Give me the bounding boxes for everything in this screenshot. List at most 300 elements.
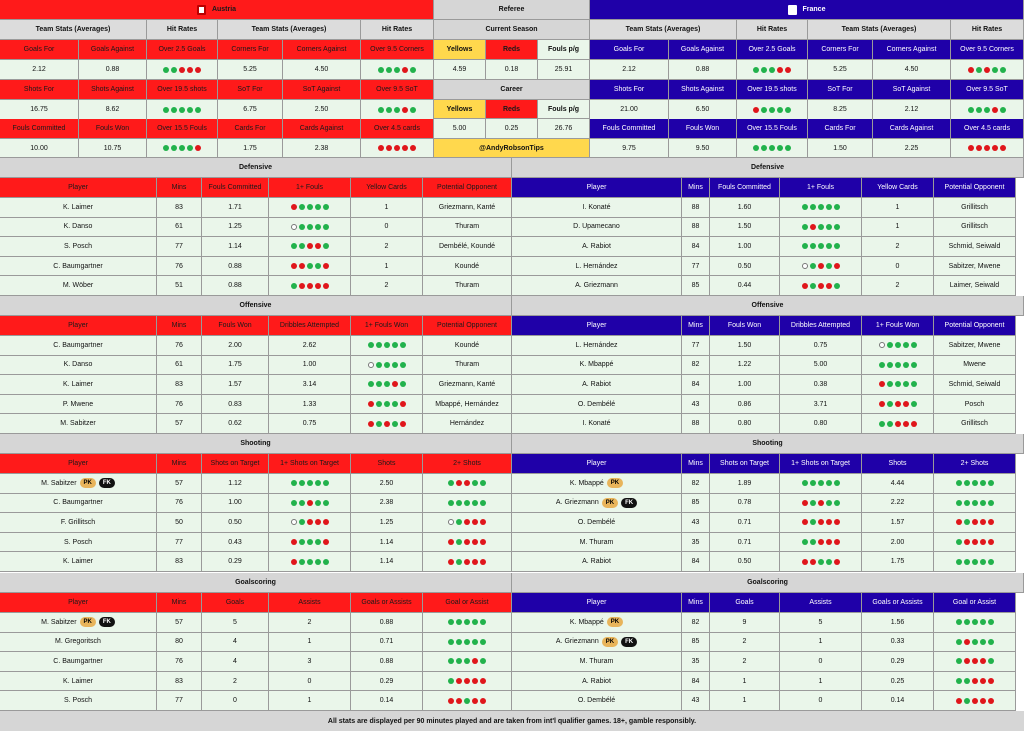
hit-dot [472, 639, 478, 645]
miss-dot [187, 67, 193, 73]
hit-rate-dots [448, 658, 486, 664]
hit-dot [392, 421, 398, 427]
hit-dot [448, 678, 454, 684]
hit-rate-dots [956, 519, 994, 525]
miss-dot [464, 559, 470, 565]
miss-dot [818, 519, 824, 525]
player-label: A. Griezmann [575, 282, 618, 290]
aut_team-r1-label: Corners Against [283, 40, 361, 60]
hit-dot [956, 539, 962, 545]
stat-cell: Grillitsch [934, 198, 1016, 218]
stat-cell: 1 [862, 198, 934, 218]
miss-dot [307, 519, 313, 525]
hit-dot [472, 500, 478, 506]
col-header: Dribbles Attempted [780, 316, 862, 336]
hit-dot [378, 107, 384, 113]
hit-dot [307, 224, 313, 230]
miss-dot [472, 519, 478, 525]
hit-dot [464, 658, 470, 664]
miss-dot [472, 559, 478, 565]
fra_team-r2-label: Shots Against [669, 80, 737, 100]
col-header: Mins [682, 593, 710, 613]
stat-cell: 61 [157, 356, 202, 376]
player-name [512, 276, 682, 296]
col-header: Player [0, 593, 157, 613]
stat-cell: 1 [780, 672, 862, 692]
fra_team-r2-label: Over 9.5 SoT [951, 80, 1024, 100]
hit-dot [972, 639, 978, 645]
hit-dot [992, 67, 998, 73]
hit-dot [368, 381, 374, 387]
hit-dot [826, 263, 832, 269]
aut_team-r1-label: Over 9.5 Corners [361, 40, 434, 60]
stat-cell: 2 [710, 652, 780, 672]
penalty-badge: PK [607, 478, 623, 488]
stat-cell: 0.38 [780, 375, 862, 395]
stat-cell: 2 [710, 633, 780, 653]
player-label: K. Mbappé [579, 361, 614, 369]
stat-cell [351, 336, 423, 356]
stat-cell: 76 [157, 395, 202, 415]
hit-dot [810, 480, 816, 486]
stat-cell: 1 [862, 218, 934, 238]
miss-dot [368, 421, 374, 427]
hit-dot [291, 480, 297, 486]
player-name [0, 652, 157, 672]
player-name [512, 257, 682, 277]
fra_team-r3-label: Fouls Committed [590, 119, 669, 139]
stat-cell: 83 [157, 198, 202, 218]
stat-cell: Griezmann, Kanté [423, 198, 512, 218]
hit-rate-dots [968, 107, 1006, 113]
section-title: Offensive [0, 296, 512, 316]
aut_team-r3-label: Fouls Committed [0, 119, 79, 139]
hit-dot [448, 639, 454, 645]
stat-cell [351, 375, 423, 395]
miss-dot [448, 539, 454, 545]
career-label: Reds [486, 100, 538, 119]
hit-dot [448, 480, 454, 486]
stat-cell: 84 [682, 672, 710, 692]
col-header: Mins [157, 593, 202, 613]
hit-dot [480, 480, 486, 486]
hit-rate-dots [968, 67, 1006, 73]
miss-dot [480, 559, 486, 565]
aut_team-r2-value: 8.62 [79, 100, 147, 120]
hit-dot [187, 107, 193, 113]
player-name [512, 414, 682, 434]
miss-dot [400, 401, 406, 407]
fra_team-ts-header-1: Team Stats (Averages) [590, 20, 737, 40]
hit-dot [834, 224, 840, 230]
hit-dot [956, 619, 962, 625]
hit-dot [323, 500, 329, 506]
player-label: K. Laimer [63, 558, 93, 566]
miss-dot [984, 67, 990, 73]
miss-dot [323, 539, 329, 545]
col-header: Yellow Cards [862, 178, 934, 198]
hit-dot [761, 107, 767, 113]
hit-dot [480, 658, 486, 664]
aut_team-r2-value [147, 100, 218, 120]
stat-cell: 0.71 [710, 513, 780, 533]
stat-cell: 0.88 [202, 276, 269, 296]
hit-dot [448, 500, 454, 506]
player-label: M. Thuram [579, 657, 614, 665]
fra_team-r2-value: 2.12 [873, 100, 951, 120]
hit-dot [887, 401, 893, 407]
miss-dot [818, 263, 824, 269]
miss-dot [964, 658, 970, 664]
hit-dot [448, 658, 454, 664]
hit-dot [171, 67, 177, 73]
stat-cell: 2.62 [269, 336, 351, 356]
miss-dot [368, 401, 374, 407]
hit-dot [810, 243, 816, 249]
player-name [0, 414, 157, 434]
aut_team-r3-value: 2.38 [283, 139, 361, 158]
hit-rate-dots [956, 678, 994, 684]
stat-cell: 1.57 [202, 375, 269, 395]
hit-dot [802, 480, 808, 486]
hit-dot [376, 401, 382, 407]
stat-cell: 5 [202, 613, 269, 633]
stat-cell: 1.14 [351, 533, 423, 553]
miss-dot [903, 421, 909, 427]
aut_team-r1-value [361, 60, 434, 80]
aut_team-r2-label: SoT For [218, 80, 283, 100]
hit-dot [834, 283, 840, 289]
stat-cell: 0.29 [862, 652, 934, 672]
stat-cell: Mbappé, Hernández [423, 395, 512, 415]
stat-cell [423, 613, 512, 633]
player-label: D. Upamecano [573, 223, 620, 231]
stat-cell: 1.12 [202, 474, 269, 494]
hit-dot [964, 480, 970, 486]
fra_team-r3-value [951, 139, 1024, 158]
stat-cell: 85 [682, 494, 710, 514]
stat-cell: 2 [351, 276, 423, 296]
fra_team-r2-value [737, 100, 808, 120]
empty-dot [291, 519, 297, 525]
stat-cell [269, 237, 351, 257]
player-label: A. Rabiot [582, 677, 611, 685]
stat-cell: 3.71 [780, 395, 862, 415]
player-name [0, 691, 157, 711]
hit-dot [810, 204, 816, 210]
stat-cell: 1.00 [710, 237, 780, 257]
aut_team-r2-value [361, 100, 434, 120]
stat-cell: 1.56 [862, 613, 934, 633]
hit-dot [1000, 107, 1006, 113]
col-header: Player [0, 454, 157, 474]
stat-cell: 35 [682, 652, 710, 672]
hit-dot [826, 243, 832, 249]
miss-dot [472, 698, 478, 704]
aut_team-r3-value: 10.75 [79, 139, 147, 158]
miss-dot [323, 283, 329, 289]
col-header: Mins [682, 454, 710, 474]
player-label: K. Laimer [63, 380, 93, 388]
cs-value: 0.18 [486, 60, 538, 80]
cs-value: 4.59 [434, 60, 486, 80]
hit-rate-dots [378, 67, 416, 73]
miss-dot [402, 67, 408, 73]
hit-dot [291, 283, 297, 289]
miss-dot [988, 678, 994, 684]
hit-dot [464, 639, 470, 645]
stat-cell: 0 [351, 218, 423, 238]
hit-dot [956, 559, 962, 565]
hit-dot [834, 480, 840, 486]
miss-dot [895, 401, 901, 407]
stat-cell: 83 [157, 375, 202, 395]
stat-cell [423, 552, 512, 572]
stat-cell: 76 [157, 652, 202, 672]
col-header: Potential Opponent [934, 316, 1016, 336]
stat-cell [780, 513, 862, 533]
player-name [512, 395, 682, 415]
miss-dot [464, 539, 470, 545]
player-name [512, 237, 682, 257]
hit-rate-dots [956, 500, 994, 506]
stat-cell [934, 533, 1016, 553]
player-name [0, 356, 157, 376]
stat-cell [351, 395, 423, 415]
hit-rate-dots [448, 519, 486, 525]
player-name [0, 552, 157, 572]
col-header: Player [0, 178, 157, 198]
player-name [0, 633, 157, 653]
miss-dot [291, 539, 297, 545]
stat-cell: 82 [682, 356, 710, 376]
hit-dot [400, 381, 406, 387]
stat-cell: Dembélé, Koundé [423, 237, 512, 257]
hit-dot [818, 243, 824, 249]
miss-dot [386, 145, 392, 151]
col-header: 1+ Shots on Target [780, 454, 862, 474]
stat-cell: 2.22 [862, 494, 934, 514]
hit-rate-dots [802, 263, 840, 269]
hit-dot [911, 381, 917, 387]
miss-dot [964, 639, 970, 645]
stat-cell [934, 633, 1016, 653]
fra_team-r2-value: 6.50 [669, 100, 737, 120]
fra_team-r3-value [737, 139, 808, 158]
miss-dot [818, 539, 824, 545]
hit-dot [410, 67, 416, 73]
stat-cell [780, 198, 862, 218]
hit-dot [480, 619, 486, 625]
free-kick-badge: FK [99, 478, 115, 488]
stat-cell [780, 494, 862, 514]
aut_team-r2-value: 2.50 [283, 100, 361, 120]
miss-dot [315, 243, 321, 249]
stat-cell [862, 336, 934, 356]
player-label: P. Mwene [62, 400, 94, 408]
miss-dot [972, 698, 978, 704]
player-name [0, 218, 157, 238]
stat-cell: 1.14 [351, 552, 423, 572]
hit-dot [464, 698, 470, 704]
aut_team-r1-value: 2.12 [0, 60, 79, 80]
hit-dot [887, 381, 893, 387]
aut_team-r2-label: Shots For [0, 80, 79, 100]
stat-cell: Mwene [934, 356, 1016, 376]
hit-rate-dots [956, 619, 994, 625]
hit-rate-dots [368, 362, 406, 368]
hit-rate-dots [378, 107, 416, 113]
stat-cell [934, 494, 1016, 514]
miss-dot [818, 283, 824, 289]
miss-dot [903, 401, 909, 407]
fra_team-r1-label: Over 9.5 Corners [951, 40, 1024, 60]
stat-cell: 0 [269, 672, 351, 692]
hit-rate-dots [291, 263, 329, 269]
stat-cell: 9 [710, 613, 780, 633]
hit-dot [448, 619, 454, 625]
player-label: K. Danso [63, 223, 93, 231]
hit-dot [818, 224, 824, 230]
stat-cell [780, 552, 862, 572]
aut_team-r1-value: 0.88 [79, 60, 147, 80]
stat-cell [423, 691, 512, 711]
stat-cell [934, 691, 1016, 711]
col-header: Mins [157, 316, 202, 336]
hit-dot [400, 362, 406, 368]
hit-rate-dots [163, 67, 201, 73]
fra_team-r3-value: 2.25 [873, 139, 951, 158]
stat-cell [269, 257, 351, 277]
hit-rate-dots [956, 698, 994, 704]
stat-cell: Thuram [423, 218, 512, 238]
hit-dot [163, 67, 169, 73]
fra_team-r3-value: 1.50 [808, 139, 873, 158]
player-label: L. Hernández [575, 262, 618, 270]
hit-dot [802, 243, 808, 249]
hit-dot [956, 678, 962, 684]
hit-dot [376, 342, 382, 348]
col-header: 1+ Fouls [780, 178, 862, 198]
career-value: 5.00 [434, 119, 486, 139]
stat-cell: 76 [157, 257, 202, 277]
miss-dot [753, 107, 759, 113]
hit-dot [802, 539, 808, 545]
miss-dot [818, 500, 824, 506]
miss-dot [826, 539, 832, 545]
hit-rate-dots [448, 500, 486, 506]
hit-dot [376, 381, 382, 387]
fra_team-r2-value: 8.25 [808, 100, 873, 120]
col-header: Potential Opponent [934, 178, 1016, 198]
hit-rate-dots [291, 283, 329, 289]
player-name [512, 198, 682, 218]
miss-dot [834, 559, 840, 565]
stat-cell: 0.44 [710, 276, 780, 296]
stat-cell: 2 [862, 237, 934, 257]
aut_team-r1-label: Goals For [0, 40, 79, 60]
penalty-badge: PK [80, 478, 96, 488]
miss-dot [988, 698, 994, 704]
player-name [512, 552, 682, 572]
player-name [512, 672, 682, 692]
stat-cell: 2.00 [202, 336, 269, 356]
stat-cell: 76 [157, 494, 202, 514]
miss-dot [802, 500, 808, 506]
hit-dot [895, 342, 901, 348]
hit-dot [315, 539, 321, 545]
hit-dot [456, 658, 462, 664]
player-label: O. Dembélé [577, 697, 616, 705]
hit-dot [976, 107, 982, 113]
hit-dot [911, 401, 917, 407]
miss-dot [291, 204, 297, 210]
fra_team-r1-value: 5.25 [808, 60, 873, 80]
hit-dot [456, 619, 462, 625]
player-label: C. Baumgartner [53, 657, 103, 665]
stat-cell: Grillitsch [934, 414, 1016, 434]
miss-dot [480, 519, 486, 525]
player-label: I. Konaté [582, 420, 611, 428]
hit-dot [903, 362, 909, 368]
player-label: M. Sabitzer [60, 420, 96, 428]
stat-cell [862, 395, 934, 415]
hit-dot [826, 224, 832, 230]
stat-cell: Grillitsch [934, 218, 1016, 238]
stat-cell: 0.83 [202, 395, 269, 415]
stat-cell: Griezmann, Kanté [423, 375, 512, 395]
hit-rate-dots [802, 224, 840, 230]
hit-dot [394, 67, 400, 73]
stat-cell: 1.00 [710, 375, 780, 395]
player-label: A. Griezmann [555, 638, 599, 646]
fra_team-r1-value [951, 60, 1024, 80]
stat-cell [269, 494, 351, 514]
hit-dot [464, 500, 470, 506]
hit-dot [384, 381, 390, 387]
aut_team-r1-value: 4.50 [283, 60, 361, 80]
miss-dot [448, 559, 454, 565]
player-name [0, 198, 157, 218]
hit-dot [769, 107, 775, 113]
hit-rate-dots [879, 342, 917, 348]
hit-dot [299, 204, 305, 210]
stat-cell: 0 [862, 257, 934, 277]
hit-rate-dots [968, 145, 1006, 151]
free-kick-badge: FK [99, 617, 115, 627]
miss-dot [879, 381, 885, 387]
stat-cell: 3.14 [269, 375, 351, 395]
hit-dot [984, 107, 990, 113]
stat-cell [934, 474, 1016, 494]
stat-cell: 80 [157, 633, 202, 653]
col-header: Goals or Assists [862, 593, 934, 613]
player-name [512, 633, 682, 653]
hit-rate-dots [291, 224, 329, 230]
hit-dot [291, 243, 297, 249]
stat-cell: 57 [157, 474, 202, 494]
aut_team-r1-label: Goals Against [79, 40, 147, 60]
hit-dot [392, 401, 398, 407]
miss-dot [291, 559, 297, 565]
hit-rate-dots [291, 539, 329, 545]
hit-dot [384, 401, 390, 407]
aut_team-r3-value [147, 139, 218, 158]
hit-rate-dots [448, 678, 486, 684]
hit-dot [972, 480, 978, 486]
player-name [0, 474, 157, 494]
hit-rate-dots [291, 480, 329, 486]
